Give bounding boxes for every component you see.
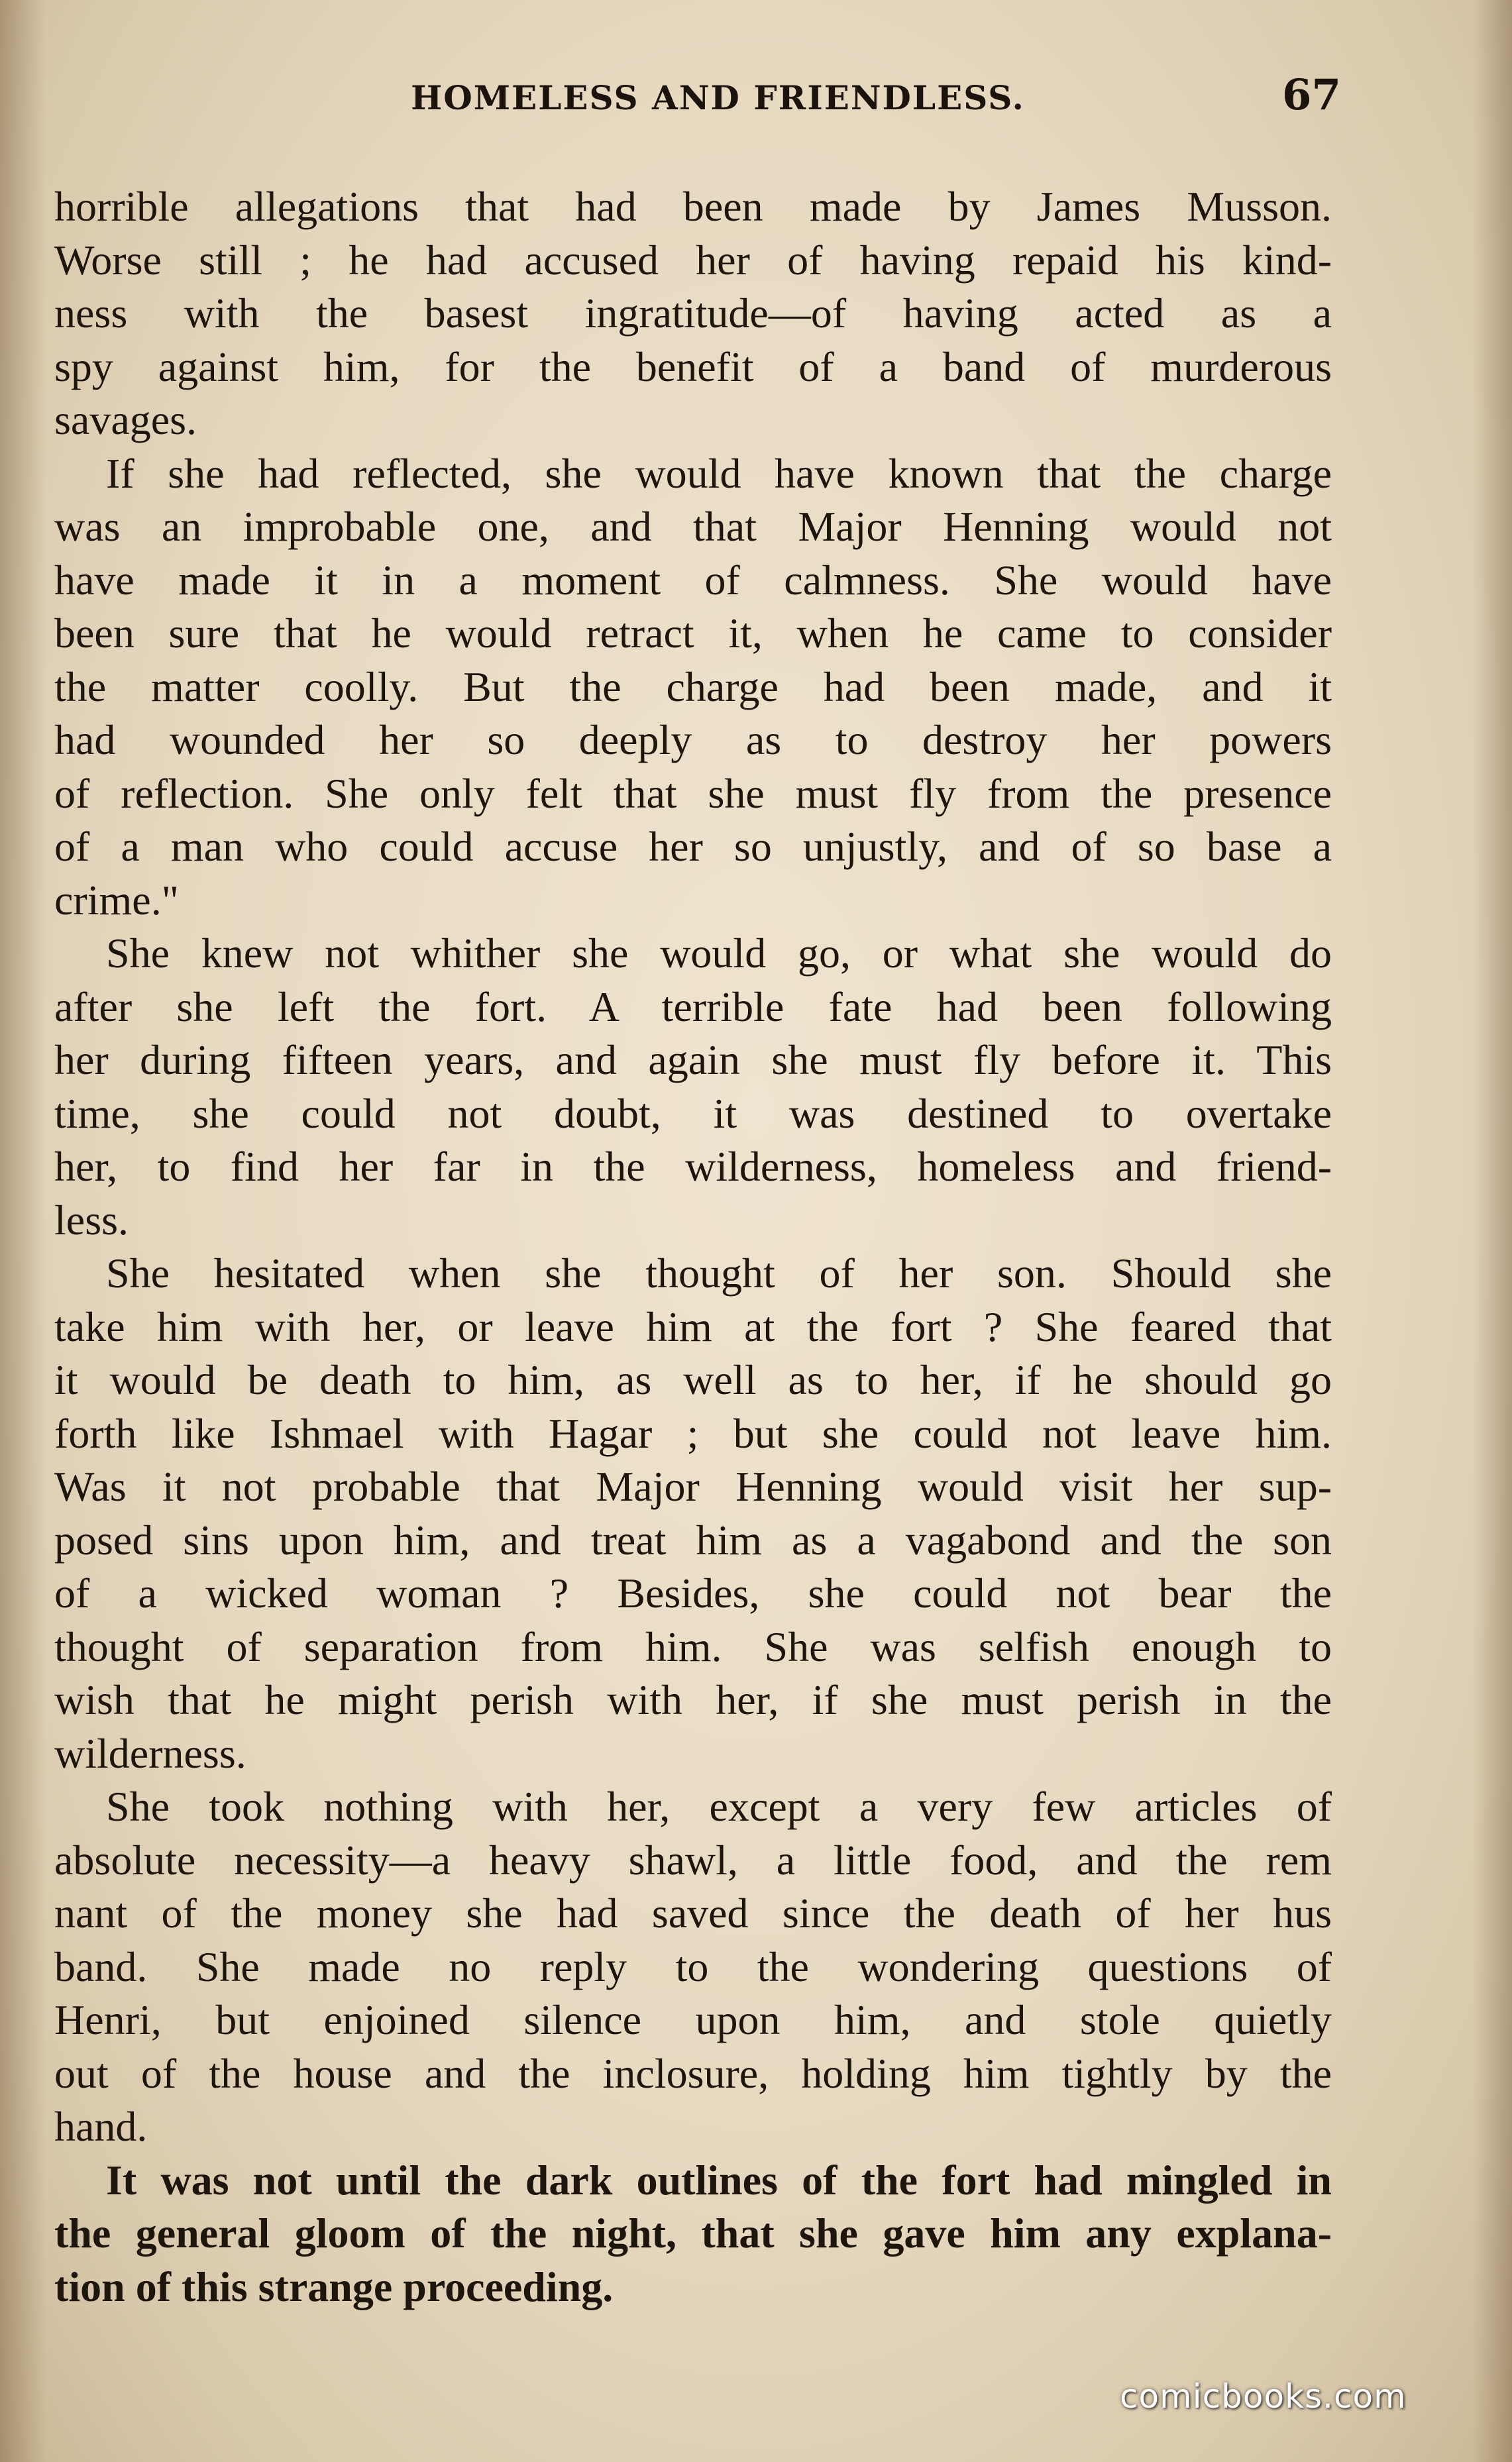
- text-line: ness with the basest ingratitude—of having acted as a: [54, 290, 1332, 337]
- watermark: comicbooks.com: [1120, 2377, 1407, 2416]
- text-line: Was it not probable that Major Henning would visit her sup-: [54, 1463, 1332, 1510]
- paragraph-5: [54, 1780, 1332, 2154]
- text-line: wish that he might perish with her, if she must perish in the: [54, 1676, 1332, 1723]
- text-line: If she had reflected, she would have known that the charge: [106, 449, 1332, 497]
- text-line: of a man who could accuse her so unjustly, and of so base a: [54, 823, 1332, 870]
- text-line: savages.: [54, 396, 197, 443]
- text-line: was an improbable one, and that Major Henning would not: [54, 503, 1332, 550]
- text-line: it would be death to him, as well as to her, if he should go: [54, 1356, 1332, 1403]
- text-line: her, to find her far in the wilderness, homeless and friend-: [54, 1143, 1332, 1190]
- text-line: hand.: [54, 2103, 148, 2150]
- paragraph-4: [54, 1247, 1332, 1780]
- text-line: forth like Ishmael with Hagar ; but she could not leave him.: [54, 1409, 1332, 1457]
- text-line: She hesitated when she thought of her son. Should she: [106, 1250, 1332, 1297]
- running-head: HOMELESS AND FRIENDLESS.: [411, 78, 1025, 117]
- text-line: absolute necessity—a heavy shawl, a little food, and the rem: [54, 1836, 1332, 1884]
- text-line: out of the house and the inclosure, holding him tightly by the: [54, 2049, 1332, 2097]
- text-line: nant of the money she had saved since the death of her hus: [54, 1890, 1332, 1937]
- text-line: wilderness.: [54, 1729, 246, 1777]
- body-text: [54, 180, 1332, 2314]
- text-line: She took nothing with her, except a very few articles of: [106, 1783, 1332, 1830]
- text-line: She knew not whither she would go, or what she would do: [106, 930, 1332, 977]
- text-line: It was not until the dark outlines of the fort had mingled in: [106, 2156, 1332, 2204]
- text-line: tion of this strange proceeding.: [54, 2263, 614, 2310]
- text-line: after she left the fort. A terrible fate had been following: [54, 983, 1332, 1030]
- text-line: Henri, but enjoined silence upon him, and stole quietly: [54, 1996, 1332, 2043]
- paragraph-2: [54, 447, 1332, 928]
- text-line: her during fifteen years, and again she must fly before it. This: [54, 1036, 1332, 1083]
- page-edge-shadow: [1472, 0, 1512, 2462]
- page-gutter-shadow: [0, 0, 46, 2462]
- paragraph-1: [54, 180, 1332, 447]
- text-line: the matter coolly. But the charge had been made, and it: [54, 663, 1332, 710]
- paragraph-6: [54, 2154, 1332, 2314]
- text-line: the general gloom of the night, that she gave him any explana-: [54, 2210, 1332, 2257]
- page-number: 67: [1282, 70, 1342, 120]
- text-line: spy against him, for the benefit of a band of murderous: [54, 343, 1332, 390]
- text-line: been sure that he would retract it, when he came to consider: [54, 610, 1332, 657]
- text-line: of a wicked woman ? Besides, she could not bear the: [54, 1570, 1332, 1617]
- text-line: take him with her, or leave him at the fort ? She feared that: [54, 1303, 1332, 1350]
- paragraph-3: [54, 927, 1332, 1247]
- text-line: posed sins upon him, and treat him as a vagabond and the son: [54, 1516, 1332, 1564]
- text-line: have made it in a moment of calmness. She would have: [54, 556, 1332, 604]
- text-line: of reflection. She only felt that she must fly from the presence: [54, 769, 1332, 817]
- text-line: had wounded her so deeply as to destroy her powers: [54, 716, 1332, 763]
- text-line: horrible allegations that had been made by James Musson.: [54, 183, 1332, 230]
- text-line: crime.": [54, 876, 179, 924]
- text-line: less.: [54, 1196, 129, 1244]
- text-line: thought of separation from him. She was selfish enough to: [54, 1623, 1332, 1670]
- text-line: Worse still ; he had accused her of having repaid his kind-: [54, 236, 1332, 284]
- text-line: time, she could not doubt, it was destined to overtake: [54, 1089, 1332, 1137]
- text-line: band. She made no reply to the wondering questions of: [54, 1943, 1332, 1990]
